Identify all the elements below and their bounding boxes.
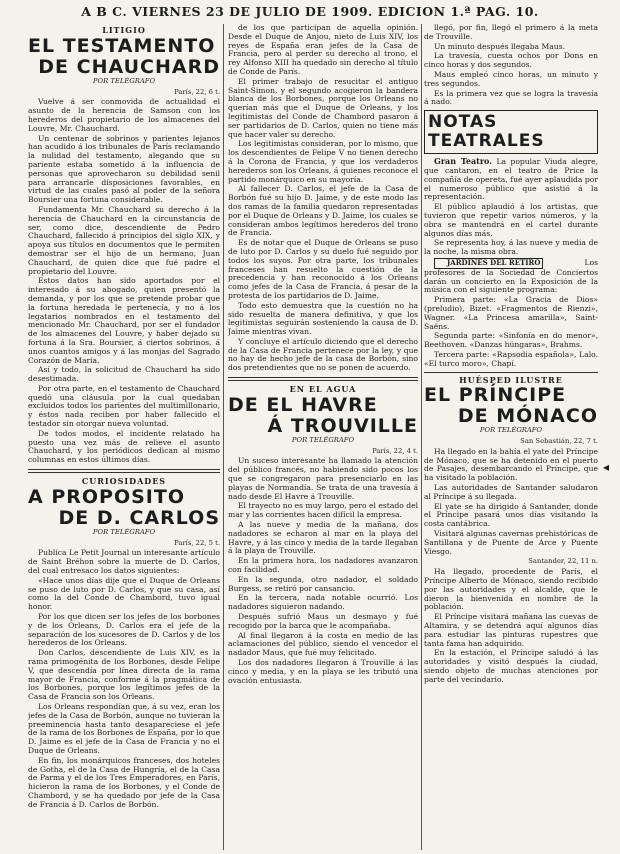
paragraph: Fundamenta Mr. Chauchard su derecho á la herencia de Chauchard en la circunstancia de ser, como dice, descendiente de Pedro Chauchard, fallecido á principios del siglo XIX, y apoya sus títulos en documentos que le permiten demostrar ser el hijo de un hermano, Juan Chauchard, de quien dice que fué padre el propietario del Louvre. — [28, 204, 220, 276]
dateline: París, 22, 4 t. — [372, 446, 418, 455]
paragraph: Después sufrió Maus un desmayo y fué recogido por la barca que le acompañaba. — [228, 612, 418, 630]
paragraph: llegó, por fin, llegó el primero á la meta de Trouville. — [424, 24, 598, 41]
paragraph: Es la primera vez que se logra la travesía á nado. — [424, 88, 598, 107]
paragraph: Ha llegado en la bahía el yate del Príncipe de Mónaco, que se ha detenido en el puerto de Pasajes, desembarcando el Príncipe, que ha visitado la población. — [424, 446, 598, 483]
paragraph — [424, 258, 598, 295]
paragraph: A las nueve y media de la mañana, dos nadadores se echaron al mar en la playa del Havre, y á las cinco y media de la tarde llegaban á la playa de Trouville. — [228, 520, 418, 556]
byline: POR TELÉGRAFO — [92, 76, 156, 85]
paragraph: Vuelve á ser conmovida de actualidad el asunto de la herencia de Samson con los herederos del propietario de los almacenes del Louvre, Mr. Chauchard. — [28, 97, 220, 133]
paragraph: Un minuto después llegaba Maus. — [434, 41, 566, 51]
article-kicker: HUÉSPED ILUSTRE — [459, 374, 563, 385]
article-title-line1: EL PRÍNCIPE — [424, 384, 567, 407]
paragraph: El primer trabajo de resucitar el antiguo Saint-Simon, y el segundo acogieron la bandera blanca de los Borbones, porque los Orleans no querían más que el Duque de Orleans, y los legitimistas del Conde de Chambord pasaron á ser partidarios de D. Carlos, quien no tiene más que hacer valer su derecho. — [228, 76, 418, 139]
article-title-line1: EL TESTAMENTO — [28, 34, 216, 57]
paragraph: La travesía, cuesta ochos por Dons en cinco horas y dos segundos. — [424, 51, 598, 70]
paragraph: Los Orleans respondían que, á su vez, eran los jefes de la Casa de Borbón, aunque no tuvieran la preeminencia hasta tanto desapareciese el jefe de la rama de los Borbones de España, por lo que D. Jaime es el jefe de la Casa de Francia y no el Duque de Orleans. — [28, 702, 220, 755]
column-3 — [424, 24, 598, 850]
paragraph: Todo esto demuestra que la cuestión no ha sido resuelta de manera definitiva, y que los legitimistas seguirán sosteniendo la causa de D. Jaime mientras vivan. — [228, 300, 418, 337]
article-title-line2: Á TROUVILLE — [267, 414, 418, 437]
paragraph: Por otra parte, en el testamento de Chauchard quedó una cláusula por la cual quedaban excluidos todos los parientes del multimillonario, y éstos nada reciben por haber fallecido el testador sin otorgar nueva voluntad. — [28, 383, 220, 429]
paragraph: Las autoridades de Santander saludaron al Príncipe á su llegada. — [424, 483, 598, 501]
article-separator — [28, 469, 220, 473]
margin-mark-icon: ◂ — [603, 460, 610, 474]
paragraph: Así y todo, la solicitud de Chauchard ha sido desestimada. — [28, 365, 220, 384]
byline: POR TELÉGRAFO — [92, 527, 156, 536]
article-title-line2: DE MÓNACO — [457, 405, 598, 428]
article-title-line1: A PROPOSITO — [28, 485, 185, 508]
paragraph: Tercera parte: «Rapsodia española», Lalo. «El turco moro», Chapí. — [424, 349, 598, 368]
dateline: Santander, 22, 11 n. — [528, 557, 598, 566]
article-separator — [228, 377, 418, 381]
paragraph: En la segunda, otro nadador, el soldado Burgess, se retiró por cansancio. — [228, 574, 418, 593]
column-rule-1 — [223, 24, 224, 850]
boxed-label: JARDINES DEL RETIRO — [434, 258, 543, 269]
dateline: París, 22, 5 t. — [174, 538, 220, 547]
article-kicker: CURIOSIDADES — [81, 476, 167, 487]
article-separator — [424, 372, 598, 373]
paragraph: Y concluye el artículo diciendo que el derecho de la Casa de Francia pertenece por la ley, y que no hay de hecho jefe de la casa de Borbón, sino dos pretendientes que no se ponen de acuerdo. — [228, 336, 418, 373]
paragraph: Por los que dicen ser los jefes de los borbones y de los Orleans, D. Carlos era el jefe de la separación de los sucesores de D. Carlos y de los herederos de los Orleans. — [28, 612, 220, 648]
paragraph: Visitará algunas cavernas prehistóricas de Santillana y de Puente de Arce y Puente Viesgo. — [424, 529, 598, 556]
paragraph: Don Carlos, descendiente de Luis XIV, es la rama primogénita de los Borbones, desde Felipe V, que descendía por línea directa de la rama mayor de Francia, conforme á la pragmática de los Borbones, porque los legítimos jefes de la Casa de Francia son los Orleans. — [28, 648, 220, 702]
paragraph: Ha llegado, procedente de París, el Príncipe Alberto de Mónaco, siendo recibido por las autoridades y el alcalde, que le dieron la bienvenida en nombre de la población. — [424, 567, 598, 612]
paragraph: Publica Le Petit Journal un interesante artículo de Saint Bréhon sobre la muerte de D. Carlos, del cual entresaco los datos siguientes: — [28, 548, 220, 576]
paragraph-text: La popular Viuda alegre, que cantaron, en el teatro de Price la compañía de opereta, fué ayer aplaudida por el numeroso público que asistió á la representación. — [424, 157, 598, 202]
run-in-heading: Gran Teatro. — [434, 156, 493, 167]
article-title-line2: DE D. CARLOS — [58, 506, 220, 529]
paragraph: Al final llegaron á la costa en medio de las aclamaciones del público, siendo el vencedor el nadador Maus, que fué muy felicitado. — [228, 630, 418, 658]
paragraph-text: Los profesores de la Sociedad de Conciertos darán un concierto en la Exposición de la música con el siguiente programa: — [424, 257, 598, 295]
paragraph: En la primera hora, los nadadores avanzaron con facilidad. — [228, 556, 418, 575]
paragraph: De todos modos, el incidente relatado ha puesto una vez más de relieve el asunto Chauchard, y los periódicos dedican al mismo columnas en estos últimos días. — [28, 428, 220, 465]
paragraph: Estos datos han sido aportados por el interesado á su abogado, quien presentó la demanda, y por los que se pretende probar que la fortuna heredada le pertenecía, y no á los legatarios nombrados en el testamento del mencionado Mr. Chauchard, por ser el fundador de los almacenes del Louvre, y haber dejado su fortuna á la Sra. Boursier, á ciertos sobrinos, á unos cuantos amigos y á las monjas del Sagrado Corazón de María. — [28, 276, 220, 365]
page-header: A B C. VIERNES 23 DE JULIO DE 1909. EDICION 1.ª PAG. 10. — [81, 4, 539, 19]
paragraph: En la tercera, nada notable ocurrió. Los nadadores siguieron nadando. — [228, 593, 418, 612]
paragraph: Un centenar de sobrinos y parientes lejanos han acudido á los tribunales de París reclamando la nulidad del testamento, alegando que su pariente estaba sometido á la influencia de personas que aprovecharon su debilidad senil para arrancarle disposiciones favorables, en virtud de las cuales pasó al poder de la señora Boursier una fortuna considerable. — [28, 133, 220, 205]
paragraph: Primera parte: «La Gracia de Dios» (preludio), Bizet. «Fragmentos de Rienzi», Wagner. «La Princesa amarilla», Saint-Saëns. — [424, 295, 598, 331]
paragraph: Al fallecer D. Carlos, el jefe de la Casa de Borbón fué su hijo D. Jaime, y de este modo las dos ramas de la familia quedaron representadas por el Duque de Orleans y D. Jaime, los cuales se consideran ambos legítimos herederos del trono de Francia. — [228, 184, 418, 238]
column-2 — [228, 24, 418, 850]
paragraph: «Hace unos días dije que el Duque de Orleans se puso de luto por D. Carlos, y que su casa, así como la del Conde de Chambord, tuvo igual honor. — [28, 575, 220, 612]
paragraph — [424, 157, 598, 202]
paragraph: El público aplaudió á los artistas, que tuvieron que repetir varios números, y la obra se mantendrá en el cartel durante algunos días más. — [424, 202, 598, 238]
paragraph: Segunda parte: «Sinfonía en do menor», Beethoven. «Danzas húngaras», Brahms. — [424, 331, 598, 350]
paragraph: Un suceso interesante ha llamado la atención del público francés, no habiendo sido pocos los que se congregaron para presenciarlo en las playas de Normandía. Se trata de una travesía á nado desde El Havre á Trouville. — [228, 456, 418, 501]
paragraph: Los dos nadadores llegaron á Trouville á las cinco y media, y en la playa se les tributó una ovación entusiasta. — [228, 658, 418, 685]
column-rule-2 — [421, 24, 422, 850]
article-kicker: EN EL AGUA — [289, 384, 357, 395]
paragraph: Se representa hoy, á las nueve y media de la noche, la misma obra. — [424, 238, 598, 257]
section-heading: NOTAS TEATRALES — [424, 110, 598, 154]
article-title-line2: DE CHAUCHARD — [38, 55, 220, 78]
byline: POR TELÉGRAFO — [479, 426, 543, 435]
paragraph: Los legitimistas consideran, por lo mismo, que los descendientes de Felipe V no tienen derecho á la Corona de Francia, y que los verdaderos herederos son los Orleans, á quienes reconoce el partido monárquico en su mayoría. — [228, 139, 418, 184]
paragraph: de los que participan de aquella opinión. Desde el Duque de Anjou, nieto de Luis XIV, los reyes de España eran jefes de la Casa de Francia, pero al perder su derecho al trono, el rey Alfonso XIII ha quedado sin derecho al título de Conde de París. — [228, 24, 418, 76]
paragraph: En la estación, el Príncipe saludó á las autoridades y visitó después la ciudad, siendo objeto de muchas atenciones por parte del vecindario. — [424, 648, 598, 684]
article-title-line1: DE EL HAVRE — [228, 393, 378, 416]
paragraph: El trayecto no es muy largo, pero el estado del mar y las corrientes hacen difícil la empresa. — [228, 501, 418, 520]
dateline: París, 22, 6 t. — [174, 87, 220, 96]
paragraph: Maus empleó cinco horas, un minuto y tres segundos. — [424, 69, 598, 88]
dateline: San Sebastián, 22, 7 t. — [520, 437, 598, 446]
paragraph: El Príncipe visitará mañana las cuevas de Altamira, y se detendrá aquí algunos días para estudiar las pinturas rupestres que tanta fama han adquirido. — [424, 612, 598, 648]
paragraph: Es de notar que el Duque de Orleans se puso de luto por D. Carlos y su duelo fué seguido por todos los suyos. Por otra parte, los tribunales franceses han resuelto la cuestión de la precedencia y han reconocido á los Orleans como jefes de la Casa de Francia, á pesar de la protesta de los partidarios de D. Jaime. — [228, 238, 418, 300]
byline: POR TELÉGRAFO — [291, 435, 355, 444]
article-kicker: LITIGIO — [102, 25, 146, 35]
paragraph: El yate se ha dirigido á Santander, donde el Príncipe pasará unos días visitando la costa cantábrica. — [424, 501, 598, 529]
paragraph: En fin, los monárquicos franceses, dos hoteles de Gotha, el de la Casa de Hungría, el de la Casa de Parma y el de los Tres Emperadores, en París, hicieron la rama de los Borbones, y el Conde de Chambord, y se ha quedado por jefe de la Casa de Francia á D. Carlos de Borbón. — [28, 755, 220, 809]
column-1 — [28, 24, 220, 850]
